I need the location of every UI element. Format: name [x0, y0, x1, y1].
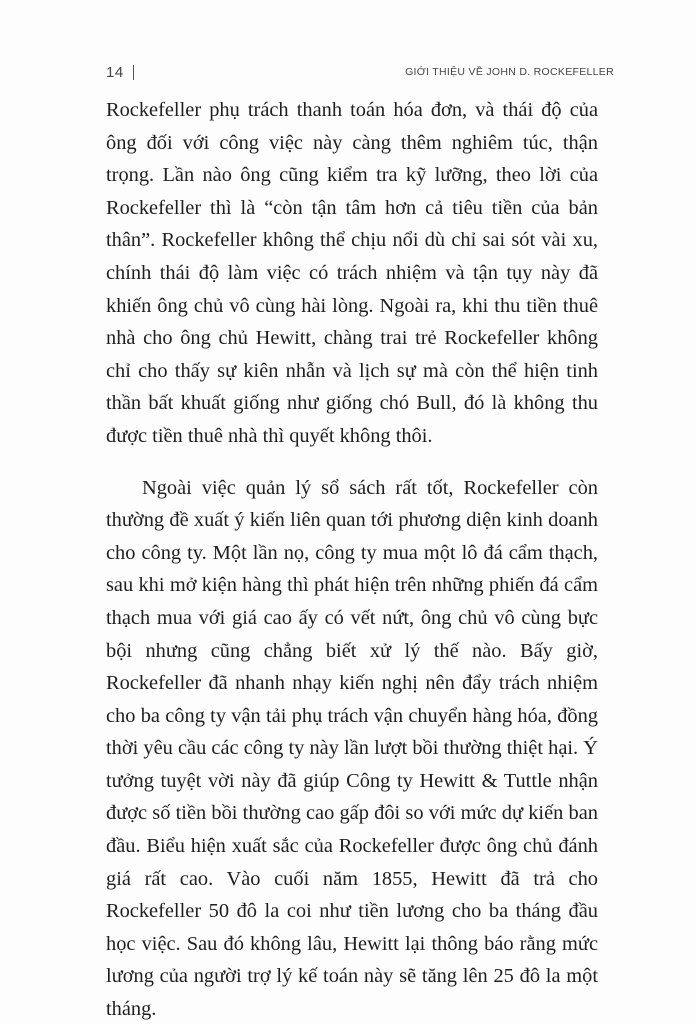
- header-divider: [133, 65, 134, 80]
- paragraph-1: Rockefeller phụ trách thanh toán hóa đơn, và thái độ của ông đối với công việc này càng thêm nghiêm túc, thận trọng. Lần nào ông cũng kiểm tra kỹ lưỡng, theo lời của Rockefeller thì là “còn tận tâm hơn cả tiêu tiền của bản thân”. Rockefeller không thể chịu nổi dù chỉ sai sót vài xu, chính thái độ làm việc có trách nhiệm và tận tụy này đã khiến ông chủ vô cùng hài lòng. Ngoài ra, khi thu tiền thuê nhà cho ông chủ Hewitt, chàng trai trẻ Rockefeller không chỉ cho thấy sự kiên nhẫn và lịch sự mà còn thể hiện tinh thần bất khuất giống như giống chó Bull, đó là không thu được tiền thuê nhà thì quyết không thôi.: [106, 99, 598, 447]
- page-number-group: [106, 64, 134, 81]
- body-text: [106, 94, 598, 1026]
- page-number: 14: [106, 63, 124, 81]
- paragraph-2: Ngoài việc quản lý sổ sách rất tốt, Rockefeller còn thường đề xuất ý kiến liên quan tới phương diện kinh doanh cho công ty. Một lần nọ, công ty mua một lô đá cẩm thạch, sau khi mở kiện hàng thì phát hiện trên những phiến đá cẩm thạch mua với giá cao ấy có vết nứt, ông chủ vô cùng bực bội nhưng cũng chẳng biết xử lý thế nào. Bấy giờ, Rockefeller đã nhanh nhạy kiến nghị nên đẩy trách nhiệm cho ba công ty vận tải phụ trách vận chuyển hàng hóa, đồng thời yêu cầu các công ty này lần lượt bồi thường thiệt hại. Ý tưởng tuyệt vời này đã giúp Công ty Hewitt & Tuttle nhận được số tiền bồi thường cao gấp đôi so với mức dự kiến ban đầu. Biểu hiện xuất sắc của Rockefeller được ông chủ đánh giá rất cao. Vào cuối năm 1855, Hewitt đã trả cho Rockefeller 50 đô la coi như tiền lương cho ba tháng đầu học việc. Sau đó không lâu, Hewitt lại thông báo rằng mức lương của người trợ lý kế toán này sẽ tăng lên 25 đô la một tháng.: [106, 476, 598, 1021]
- page-header: [106, 62, 614, 82]
- running-title: GIỚI THIỆU VỀ JOHN D. ROCKEFELLER: [405, 66, 614, 78]
